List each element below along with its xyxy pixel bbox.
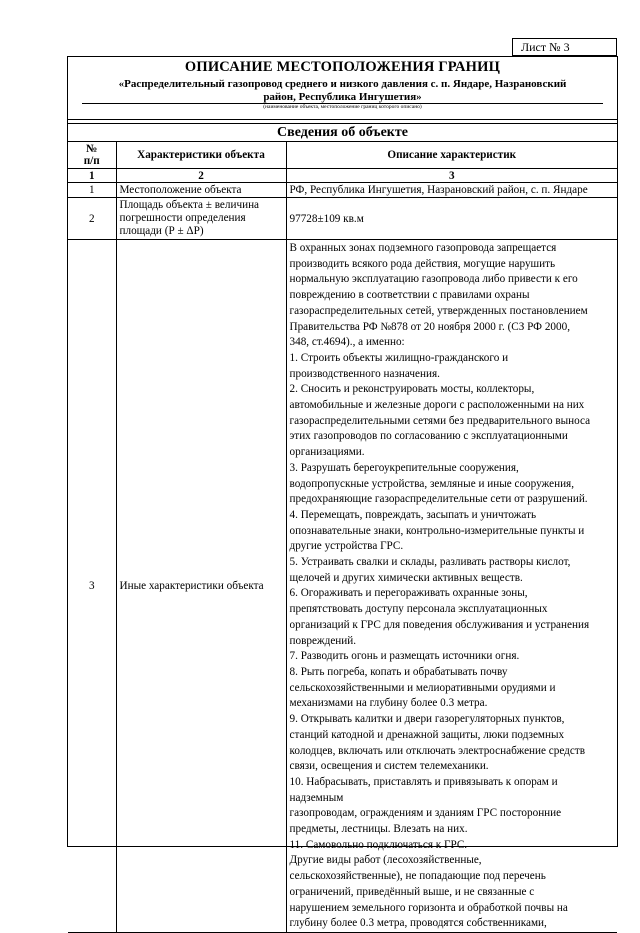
table-header-row xyxy=(68,142,617,169)
description-line: препятствовать доступу персонала эксплуатационных xyxy=(289,603,548,616)
description-line: 1. Строить объекты жилищно-гражданского и xyxy=(289,351,509,364)
description-line: глубину более 0.3 метра, проводятся собственниками, xyxy=(289,917,547,930)
description-line: водопропускные устройства, земляные и иные сооружения, xyxy=(289,477,574,490)
object-name xyxy=(82,78,603,104)
description-line: автомобильные и железные дороги с расположенными на них xyxy=(289,399,585,412)
header-number xyxy=(68,142,116,169)
row-description xyxy=(286,240,617,933)
row-description: 97728±109 кв.м xyxy=(286,198,617,240)
row-number: 3 xyxy=(68,240,116,933)
header-number-line-1: № xyxy=(86,143,98,155)
row-characteristic: Иные характеристики объекта xyxy=(116,240,286,933)
table-index-row xyxy=(68,169,617,183)
description-line: другие устройства ГРС. xyxy=(289,540,404,553)
header-number-line-2: п/п xyxy=(83,155,100,167)
description-line: колодцев, включать или отключать электроснабжение средств xyxy=(289,744,585,757)
document-header xyxy=(68,57,617,120)
description-line: организаций к ГРС для поведения обслуживания и устранения xyxy=(289,618,590,631)
table-row xyxy=(68,198,617,240)
section-title: Сведения об объекте xyxy=(68,123,617,142)
header-characteristic: Характеристики объекта xyxy=(116,142,286,169)
description-line: газопроводам, ограждениям и зданиям ГРС посторонние xyxy=(289,807,562,820)
description-line: сельскохозяйственные), не попадающие под перечень xyxy=(289,870,546,883)
document-title: ОПИСАНИЕ МЕСТОПОЛОЖЕНИЯ ГРАНИЦ xyxy=(184,59,501,75)
description-line: повреждению в соответствии с правилами охраны xyxy=(289,289,530,302)
sheet-number: Лист № 3 xyxy=(512,38,617,56)
description-line: нарушением земельного горизонта и обработкой почвы на xyxy=(289,901,568,914)
description-line: 10. Набрасывать, приставлять и привязывать к опорам и xyxy=(289,775,558,788)
object-name-line-2: район, Республика Ингушетия» xyxy=(263,91,422,103)
description-line: производить всякого рода действия, могущие нарушить xyxy=(289,257,556,270)
description-line: газораспределительными сетями без предварительного выноса xyxy=(289,414,591,427)
characteristic-line: площади (Р ± ΔР) xyxy=(119,225,204,237)
description-line: 8. Рыть погреба, копать и обрабатывать почву xyxy=(289,665,508,678)
row-description: РФ, Республика Ингушетия, Назрановский район, с. п. Яндаре xyxy=(286,183,617,198)
description-line: 6. Огораживать и перегораживать охранные зоны, xyxy=(289,587,528,600)
description-line: производственного назначения. xyxy=(289,367,440,380)
description-line: этих газопроводов по согласованию с эксплуатационными xyxy=(289,430,568,443)
row-number: 1 xyxy=(68,183,116,198)
description-line: предохраняющие газораспределительные сети от разрушений. xyxy=(289,493,588,506)
description-line: сельскохозяйственными и мелиоративными орудиями и xyxy=(289,681,556,694)
index-cell: 1 xyxy=(68,169,116,183)
description-line: станций катодной и дренажной защиты, люки подземных xyxy=(289,728,565,741)
object-name-line-1: «Распределительный газопровод среднего и низкого давления с. п. Яндаре, Назрановский xyxy=(118,78,567,90)
header-description: Описание характеристик xyxy=(286,142,617,169)
description-line: щелочей и других химически активных веществ. xyxy=(289,571,523,584)
description-line: опознавательные знаки, контрольно-измерительные пункты и xyxy=(289,524,585,537)
row-characteristic: Местоположение объекта xyxy=(116,183,286,198)
object-name-caption: (наименование объекта, местоположение границ которого описано) xyxy=(263,104,422,110)
row-characteristic xyxy=(116,198,286,240)
description-line: В охранных зонах подземного газопровода запрещается xyxy=(289,242,557,254)
description-line: ограничений, приведённый выше, и не связанные с xyxy=(289,885,535,898)
description-line: 348, ст.4694)., а именно: xyxy=(289,336,405,349)
document-frame xyxy=(67,56,618,930)
description-line: механизмами на глубину более 0.3 метра. xyxy=(289,697,488,710)
characteristic-line: погрешности определения xyxy=(119,212,246,224)
description-line: Правительства РФ №878 от 20 ноября 2000 г. (СЗ РФ 2000, xyxy=(289,320,570,333)
description-line: надземным xyxy=(289,791,344,804)
description-line: 5. Устраивать свалки и склады, разливать растворы кислот, xyxy=(289,556,571,569)
table-row xyxy=(68,240,617,933)
description-line: нормальную эксплуатацию газопровода либо привести к его xyxy=(289,273,578,286)
description-line: 3. Разрушать берегоукрепительные сооружения, xyxy=(289,461,519,474)
characteristic-line: Площадь объекта ± величина xyxy=(119,199,260,211)
row-number: 2 xyxy=(68,198,116,240)
description-line: Другие виды работ (лесохозяйственные, xyxy=(289,854,482,867)
description-line: связи, освещения и систем телемеханики. xyxy=(289,760,489,773)
description-line: 2. Сносить и реконструировать мосты, коллекторы, xyxy=(289,383,535,396)
description-line: газораспределительных сетей, утвержденных постановлением xyxy=(289,304,588,317)
description-line: 11. Самовольно подключаться к ГРС. xyxy=(289,838,468,851)
object-info-table xyxy=(68,141,617,933)
table-row xyxy=(68,183,617,198)
description-line: 4. Перемещать, повреждать, засыпать и уничтожать xyxy=(289,508,537,521)
index-cell: 3 xyxy=(286,169,617,183)
description-line: 9. Открывать калитки и двери газорегуляторных пунктов, xyxy=(289,713,565,726)
description-line: предметы, лестницы. Влезать на них. xyxy=(289,823,468,836)
description-line: 7. Разводить огонь и размещать источники огня. xyxy=(289,650,520,663)
description-line: повреждений. xyxy=(289,634,357,647)
index-cell: 2 xyxy=(116,169,286,183)
description-line: организациями. xyxy=(289,446,365,459)
